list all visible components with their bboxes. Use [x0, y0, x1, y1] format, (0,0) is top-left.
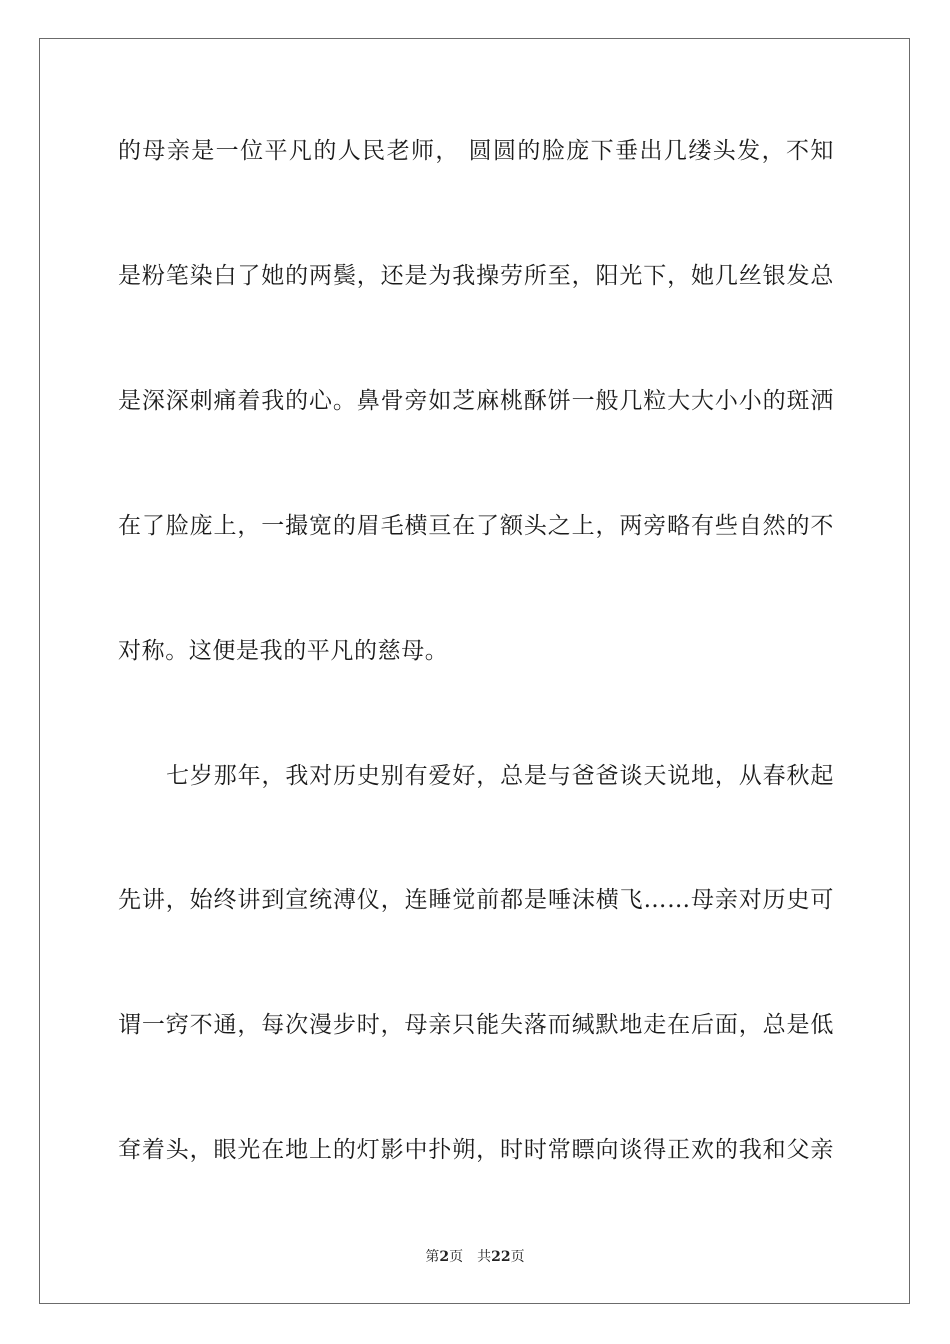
total-prefix: 共 — [477, 1249, 492, 1265]
total-suffix: 页 — [510, 1249, 525, 1265]
page-suffix: 页 — [449, 1249, 464, 1265]
page-border — [39, 38, 910, 1304]
page-total-number: 22 — [491, 1249, 511, 1265]
body-line-1: 的母亲是一位平凡的人民老师， 圆圆的脸庞下垂出几缕头发，不知 — [118, 138, 834, 164]
body-line-2: 是粉笔染白了她的两鬓，还是为我操劳所至，阳光下，她几丝银发总 — [118, 263, 834, 289]
body-line-5: 对称。这便是我的平凡的慈母。 — [118, 638, 449, 664]
page-footer — [0, 1248, 950, 1266]
body-line-9: 耷着头，眼光在地上的灯影中扑朔，时时常瞟向谈得正欢的我和父亲 — [118, 1137, 834, 1163]
page-current-number: 2 — [439, 1249, 450, 1265]
body-line-3: 是深深刺痛着我的心。鼻骨旁如芝麻桃酥饼一般几粒大大小小的斑洒 — [118, 388, 834, 414]
page-prefix: 第 — [425, 1249, 440, 1265]
body-line-7: 先讲，始终讲到宣统溥仪，连睡觉前都是唾沫横飞……母亲对历史可 — [118, 887, 834, 913]
paragraph-2-line-1: 七岁那年，我对历史别有爱好，总是与爸爸谈天说地，从春秋起 — [166, 763, 834, 789]
body-line-4: 在了脸庞上，一撮宽的眉毛横亘在了额头之上，两旁略有些自然的不 — [118, 513, 834, 539]
body-line-8: 谓一窍不通，每次漫步时，母亲只能失落而缄默地走在后面，总是低 — [118, 1012, 834, 1038]
